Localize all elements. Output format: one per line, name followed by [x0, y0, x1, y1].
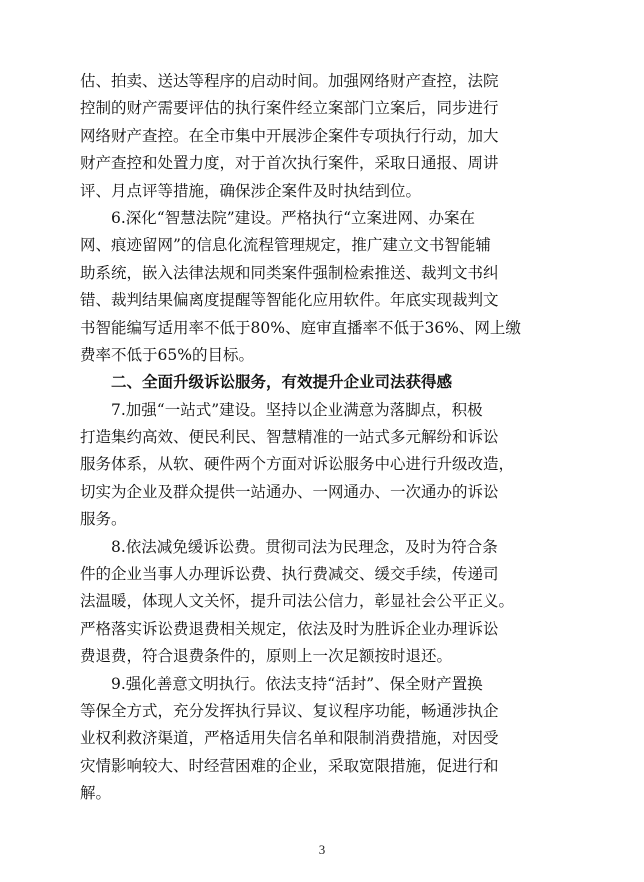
document-body — [80, 68, 580, 808]
text-line: 灾情影响较大、时经营困难的企业，采取宽限措施，促进行和 — [80, 756, 499, 775]
text-line: 件的企业当事人办理诉讼费、执行费减交、缓交手续，传递司 — [80, 565, 499, 584]
text-line: 网、痕迹留网”的信息化流程管理规定，推广建立文书智能辅 — [80, 236, 491, 255]
text-line: 控制的财产需要评估的执行案件经立案部门立案后，同步进行 — [80, 99, 499, 118]
text-line: 评、月点评等措施，确保涉企案件及时执结到位。 — [80, 181, 422, 200]
text-line: 书智能编写适用率不低于80%、庭审直播率不低于36%、网上缴 — [80, 318, 521, 337]
text-line: 业权利救济渠道，严格适用失信名单和限制消费措施，对因受 — [80, 729, 499, 748]
paragraph-7-start: 7.加强“一站式”建设。坚持以企业满意为落脚点，积极 — [111, 400, 483, 419]
page-number: 3 — [318, 842, 326, 857]
text-line: 解。 — [80, 784, 112, 803]
text-line: 法温暖，体现人文关怀，提升司法公信力，彰显社会公平正义。 — [80, 592, 515, 611]
paragraph-8-start: 8.依法减免缓诉讼费。贯彻司法为民理念，及时为符合条 — [111, 537, 498, 556]
text-line: 估、拍卖、送达等程序的启动时间。加强网络财产查控，法院 — [80, 72, 499, 90]
text-line: 严格落实诉讼费退费相关规定，依法及时为胜诉企业办理诉讼 — [80, 619, 499, 638]
text-line: 错、裁判结果偏离度提醒等智能化应用软件。年底实现裁判文 — [80, 291, 499, 310]
text-line: 切实为企业及群众提供一站通办、一网通办、一次通办的诉讼 — [80, 482, 499, 501]
text-line: 费率不低于65%的目标。 — [80, 345, 254, 364]
text-line: 网络财产查控。在全市集中开展涉企案件专项执行行动，加大 — [80, 126, 499, 145]
paragraph-9-start: 9.强化善意文明执行。依法支持“活封”、保全财产置换 — [111, 674, 483, 693]
text-line: 打造集约高效、便民利民、智慧精准的一站式多元解纷和诉讼 — [80, 428, 499, 447]
text-line: 等保全方式，充分发挥执行异议、复议程序功能，畅通涉执企 — [80, 701, 499, 720]
paragraph-6-start: 6.深化“智慧法院”建设。严格执行“立案进网、办案在 — [111, 208, 476, 227]
text-line: 费退费，符合退费条件的，原则上一次足额按时退还。 — [80, 647, 453, 666]
section-heading: 二、全面升级诉讼服务，有效提升企业司法获得感 — [111, 373, 453, 392]
text-line: 财产查控和处置力度，对于首次执行案件，采取日通报、周讲 — [80, 154, 499, 173]
text-line: 助系统，嵌入法律法规和同类案件强制检索推送、裁判文书纠 — [80, 263, 499, 282]
text-line: 服务体系，从软、硬件两个方面对诉讼服务中心进行升级改造， — [80, 455, 515, 474]
text-line: 服务。 — [80, 510, 127, 529]
